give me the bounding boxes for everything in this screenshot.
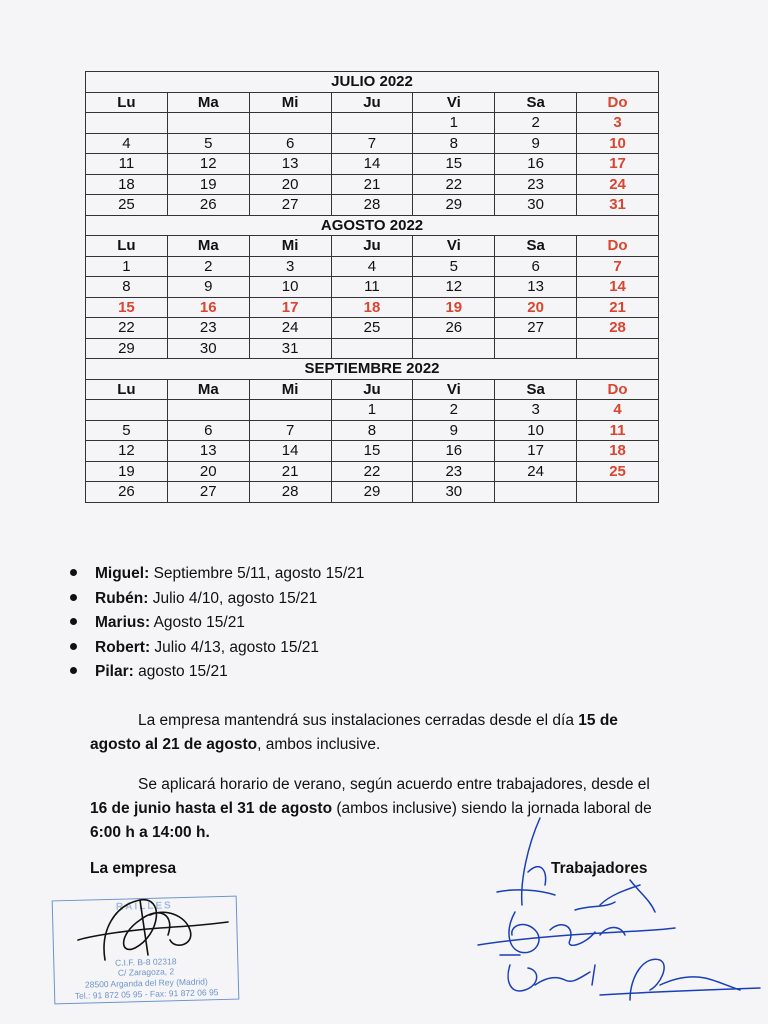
day-cell: 27 (249, 195, 331, 216)
day-cell: 30 (495, 195, 577, 216)
empty-day-cell (331, 113, 413, 134)
day-cell: 6 (495, 256, 577, 277)
day-cell: 5 (413, 256, 495, 277)
day-cell: 13 (249, 154, 331, 175)
month-title: AGOSTO 2022 (86, 215, 659, 236)
employee-name: Marius: (95, 614, 151, 631)
weekday-header: Vi (413, 379, 495, 400)
vacation-item (64, 636, 364, 661)
day-cell: 1 (331, 400, 413, 421)
day-cell: 7 (249, 420, 331, 441)
day-cell: 29 (86, 338, 168, 359)
day-cell: 7 (577, 256, 659, 277)
day-cell: 10 (495, 420, 577, 441)
day-cell: 25 (577, 461, 659, 482)
day-cell: 9 (413, 420, 495, 441)
day-cell: 22 (331, 461, 413, 482)
day-cell: 4 (86, 133, 168, 154)
day-cell: 6 (249, 133, 331, 154)
day-cell: 10 (577, 133, 659, 154)
day-cell: 5 (86, 420, 168, 441)
bullet-icon (70, 667, 77, 674)
weekday-header: Sa (495, 379, 577, 400)
day-cell: 14 (249, 441, 331, 462)
day-cell: 15 (86, 297, 168, 318)
summer-calendar-table (85, 71, 659, 503)
day-cell: 20 (167, 461, 249, 482)
week-row (86, 400, 659, 421)
stamp-phone: Tel.: 91 872 05 95 - Fax: 91 872 06 95 (74, 987, 219, 1001)
empty-day-cell (331, 338, 413, 359)
day-cell: 18 (577, 441, 659, 462)
day-cell: 23 (495, 174, 577, 195)
day-cell: 11 (331, 277, 413, 298)
week-row (86, 133, 659, 154)
day-cell: 20 (495, 297, 577, 318)
day-cell: 23 (413, 461, 495, 482)
workers-signatures (478, 818, 760, 1000)
vacation-detail: Agosto 15/21 (153, 614, 245, 631)
weekday-header: Ju (331, 236, 413, 257)
employee-name: Rubén: (95, 589, 149, 607)
day-cell: 12 (167, 154, 249, 175)
employee-name: Robert: (95, 638, 151, 656)
day-cell: 5 (167, 133, 249, 154)
weekday-header: Ma (167, 236, 249, 257)
day-cell: 25 (331, 318, 413, 339)
month-title: SEPTIEMBRE 2022 (86, 359, 659, 380)
bullet-icon (70, 569, 77, 576)
empty-day-cell (495, 338, 577, 359)
day-cell: 26 (413, 318, 495, 339)
day-cell: 1 (86, 256, 168, 277)
empty-day-cell (167, 400, 249, 421)
month-title-row (86, 215, 659, 236)
day-cell: 20 (249, 174, 331, 195)
vacation-item (64, 611, 364, 636)
day-cell: 19 (413, 297, 495, 318)
vacation-detail: agosto 15/21 (138, 663, 228, 680)
day-cell: 2 (167, 256, 249, 277)
weekday-header: Ju (331, 379, 413, 400)
day-cell: 22 (413, 174, 495, 195)
day-cell: 16 (167, 297, 249, 318)
vacation-detail: Julio 4/10, agosto 15/21 (152, 589, 318, 607)
day-cell: 25 (86, 195, 168, 216)
weekday-header: Lu (86, 92, 168, 113)
weekday-header-row (86, 92, 659, 113)
day-cell: 16 (413, 441, 495, 462)
vacation-list (64, 562, 364, 685)
stamp-cif: C.I.F. B-8 02318 (114, 956, 177, 968)
day-cell: 28 (577, 318, 659, 339)
weekday-header: Lu (86, 379, 168, 400)
weekday-header-row (86, 236, 659, 257)
day-cell: 3 (577, 113, 659, 134)
weekday-header: Mi (249, 236, 331, 257)
day-cell: 28 (331, 195, 413, 216)
day-cell: 12 (86, 441, 168, 462)
week-row (86, 174, 659, 195)
schedule-text-1: Se aplicará horario de verano, según acuerdo entre trabajadores, desde el (138, 776, 650, 793)
vacation-detail: Julio 4/13, agosto 15/21 (154, 638, 320, 656)
empty-day-cell (86, 113, 168, 134)
day-cell: 8 (331, 420, 413, 441)
empty-day-cell (249, 400, 331, 421)
empty-day-cell (249, 113, 331, 134)
day-cell: 18 (331, 297, 413, 318)
empty-day-cell (577, 338, 659, 359)
day-cell: 11 (577, 420, 659, 441)
schedule-hours: 6:00 h a 14:00 h. (90, 824, 210, 841)
day-cell: 19 (167, 174, 249, 195)
day-cell: 4 (331, 256, 413, 277)
day-cell: 16 (495, 154, 577, 175)
weekday-header: Do (577, 236, 659, 257)
day-cell: 31 (249, 338, 331, 359)
schedule-text-2: (ambos inclusive) siendo la jornada laboral de (332, 800, 652, 817)
weekday-header: Ma (167, 379, 249, 400)
day-cell: 15 (331, 441, 413, 462)
company-stamp (52, 896, 240, 1005)
day-cell: 11 (86, 154, 168, 175)
day-cell: 2 (413, 400, 495, 421)
week-row (86, 482, 659, 503)
weekday-header: Ju (331, 92, 413, 113)
day-cell: 8 (86, 277, 168, 298)
weekday-header: Mi (249, 379, 331, 400)
stamp-city: 28500 Arganda del Rey (Madrid) (84, 976, 208, 990)
week-row (86, 441, 659, 462)
day-cell: 14 (331, 154, 413, 175)
empty-day-cell (495, 482, 577, 503)
day-cell: 12 (413, 277, 495, 298)
employee-name: Pilar: (95, 663, 134, 680)
closure-text-after: , ambos inclusive. (257, 736, 381, 753)
bullet-icon (70, 594, 77, 601)
weekday-header: Vi (413, 92, 495, 113)
empty-day-cell (86, 400, 168, 421)
day-cell: 15 (413, 154, 495, 175)
week-row (86, 113, 659, 134)
stamp-brand: RAILLES (115, 900, 173, 913)
day-cell: 4 (577, 400, 659, 421)
week-row (86, 318, 659, 339)
day-cell: 21 (577, 297, 659, 318)
day-cell: 21 (249, 461, 331, 482)
day-cell: 27 (167, 482, 249, 503)
day-cell: 27 (495, 318, 577, 339)
day-cell: 30 (413, 482, 495, 503)
week-row (86, 338, 659, 359)
weekday-header: Mi (249, 92, 331, 113)
week-row (86, 297, 659, 318)
closure-paragraph (90, 709, 670, 757)
vacation-item (64, 587, 364, 612)
day-cell: 3 (249, 256, 331, 277)
day-cell: 17 (577, 154, 659, 175)
day-cell: 26 (86, 482, 168, 503)
day-cell: 29 (413, 195, 495, 216)
day-cell: 17 (249, 297, 331, 318)
day-cell: 19 (86, 461, 168, 482)
day-cell: 22 (86, 318, 168, 339)
day-cell: 2 (495, 113, 577, 134)
weekday-header: Do (577, 92, 659, 113)
day-cell: 24 (249, 318, 331, 339)
weekday-header: Sa (495, 92, 577, 113)
weekday-header: Ma (167, 92, 249, 113)
bullet-icon (70, 643, 77, 650)
week-row (86, 420, 659, 441)
day-cell: 29 (331, 482, 413, 503)
empty-day-cell (167, 113, 249, 134)
weekday-header: Vi (413, 236, 495, 257)
closure-dates: 15 de agosto al 21 de agosto (90, 712, 618, 753)
day-cell: 10 (249, 277, 331, 298)
vacation-item (64, 562, 364, 587)
employee-name: Miguel: (95, 565, 150, 582)
month-title-row (86, 72, 659, 93)
weekday-header: Do (577, 379, 659, 400)
stamp-street: C/ Zaragoza, 2 (117, 966, 175, 978)
day-cell: 3 (495, 400, 577, 421)
day-cell: 8 (413, 133, 495, 154)
day-cell: 17 (495, 441, 577, 462)
month-title-row (86, 359, 659, 380)
week-row (86, 277, 659, 298)
summer-schedule-paragraph (90, 773, 670, 845)
week-row (86, 461, 659, 482)
empty-day-cell (577, 482, 659, 503)
day-cell: 13 (167, 441, 249, 462)
day-cell: 31 (577, 195, 659, 216)
day-cell: 9 (167, 277, 249, 298)
day-cell: 30 (167, 338, 249, 359)
day-cell: 24 (577, 174, 659, 195)
bullet-icon (70, 618, 77, 625)
day-cell: 28 (249, 482, 331, 503)
day-cell: 14 (577, 277, 659, 298)
vacation-item (64, 660, 364, 685)
week-row (86, 195, 659, 216)
day-cell: 24 (495, 461, 577, 482)
workers-signature-label: Trabajadores (551, 860, 648, 877)
company-signature-label: La empresa (90, 860, 177, 877)
day-cell: 23 (167, 318, 249, 339)
day-cell: 13 (495, 277, 577, 298)
empty-day-cell (413, 338, 495, 359)
month-title: JULIO 2022 (86, 72, 659, 93)
day-cell: 26 (167, 195, 249, 216)
day-cell: 1 (413, 113, 495, 134)
week-row (86, 256, 659, 277)
day-cell: 21 (331, 174, 413, 195)
vacation-detail: Septiembre 5/11, agosto 15/21 (153, 565, 365, 582)
weekday-header: Lu (86, 236, 168, 257)
weekday-header: Sa (495, 236, 577, 257)
day-cell: 7 (331, 133, 413, 154)
day-cell: 18 (86, 174, 168, 195)
day-cell: 6 (167, 420, 249, 441)
schedule-dates: 16 de junio hasta el 31 de agosto (90, 800, 333, 817)
day-cell: 9 (495, 133, 577, 154)
weekday-header-row (86, 379, 659, 400)
closure-text-before: La empresa mantendrá sus instalaciones cerradas desde el día (138, 712, 579, 729)
week-row (86, 154, 659, 175)
